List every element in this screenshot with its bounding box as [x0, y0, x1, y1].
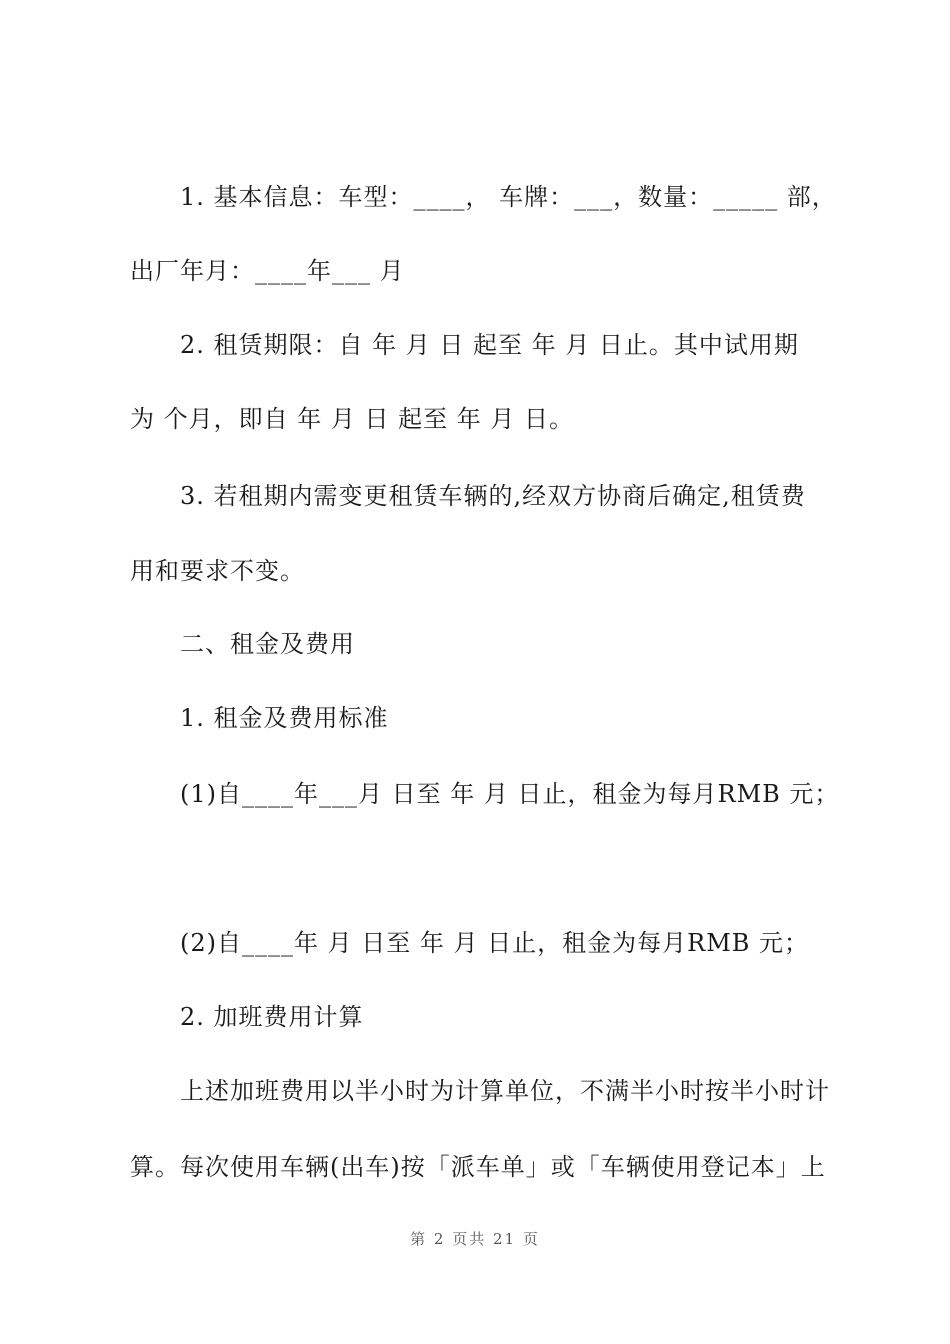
paragraph-overtime: 上述加班费用以半小时为计算单位，不满半小时按半小时计 — [180, 1077, 830, 1105]
rent-item-1: (1)自____年___月 日至 年 月 日止，租金为每月RMB 元； — [180, 780, 840, 808]
paragraph-vehicle-change: 3. 若租期内需变更租赁车辆的,经双方协商后确定,租赁费 — [180, 482, 806, 510]
rent-item-2: (2)自____年 月 日至 年 月 日止，租金为每月RMB 元； — [180, 929, 810, 957]
paragraph-basic-info-cont: 出厂年月：____年___ 月 — [130, 257, 405, 285]
paragraph-basic-info: 1. 基本信息：车型：____， 车牌：___，数量：_____ 部， — [180, 183, 837, 211]
subheading-overtime: 2. 加班费用计算 — [180, 1003, 364, 1031]
paragraph-overtime-cont: 算。每次使用车辆(出车)按「派车单」或「车辆使用登记本」上 — [130, 1153, 826, 1181]
section-heading-rent-fees: 二、租金及费用 — [180, 630, 355, 658]
paragraph-lease-term-cont: 为 个月，即自 年 月 日 起至 年 月 日。 — [130, 405, 575, 433]
paragraph-lease-term: 2. 租赁期限：自 年 月 日 起至 年 月 日止。其中试用期 — [180, 331, 799, 359]
page-footer: 第 2 页共 21 页 — [410, 1230, 540, 1248]
paragraph-vehicle-change-cont: 用和要求不变。 — [130, 557, 305, 585]
subheading-rent-standard: 1. 租金及费用标准 — [180, 704, 389, 732]
